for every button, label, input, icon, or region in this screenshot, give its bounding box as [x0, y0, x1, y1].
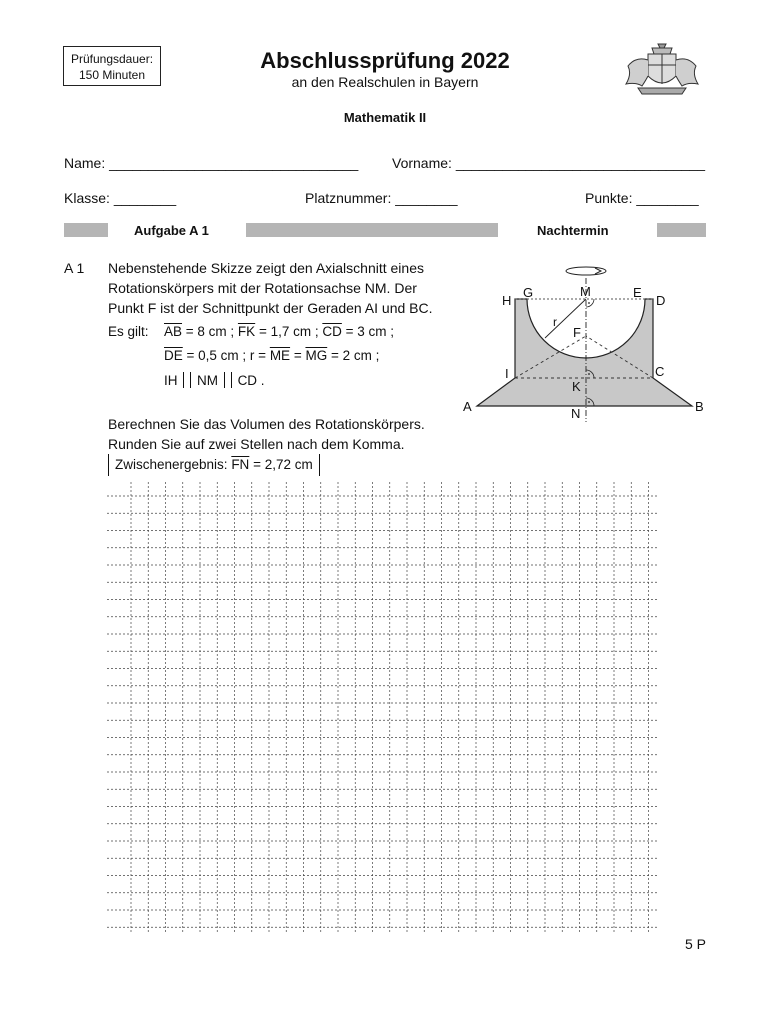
parallel-sign-icon — [224, 372, 232, 388]
hint-value: = 2,72 cm — [249, 457, 313, 472]
segment-de: $\overline{DE}$ — [164, 348, 183, 363]
angle-dot-n — [588, 401, 590, 403]
label-a: A — [463, 399, 472, 414]
parallel-nm: NM — [197, 373, 219, 388]
platz-line: ________ — [395, 190, 458, 206]
label-b: B — [695, 399, 704, 414]
page-subtitle: an den Realschulen in Bayern — [291, 74, 479, 90]
angle-dot-k — [588, 373, 590, 375]
value-ab: = 8 cm ; — [182, 324, 238, 339]
vorname-line: ________________________________ — [455, 155, 705, 171]
page-title: Abschlussprüfung 2022 — [260, 48, 510, 73]
label-f: F — [573, 325, 581, 340]
label-r: r — [553, 315, 557, 329]
coat-of-arms-icon — [618, 40, 706, 96]
name-field[interactable] — [64, 155, 358, 171]
arrowhead-icon — [595, 268, 601, 274]
platz-field[interactable] — [305, 190, 458, 206]
task-id: A 1 — [64, 260, 85, 276]
klasse-label: Klasse: — [64, 190, 110, 206]
hint-label: Zwischenergebnis: — [115, 457, 232, 472]
parallel-cd: CD . — [237, 373, 265, 388]
label-k: K — [572, 379, 581, 394]
rotation-body-shape — [477, 299, 692, 406]
term-label: Nachtermin — [537, 223, 609, 238]
name-line: ________________________________ — [109, 155, 359, 171]
equals-sign: = — [290, 348, 306, 363]
given-line-2 — [164, 348, 379, 363]
duration-value: 150 Minuten — [78, 68, 146, 82]
label-i: I — [505, 366, 509, 381]
question-line-1: Berechnen Sie das Volumen des Rotationskörpers. — [108, 416, 425, 432]
parallel-ih: IH — [164, 373, 178, 388]
punkte-label: Punkte: — [585, 190, 633, 206]
given-line-3 — [164, 372, 265, 388]
answer-grid[interactable] — [107, 482, 659, 932]
points-label: 5 P — [684, 936, 706, 952]
given-line-1 — [164, 324, 394, 339]
klasse-field[interactable] — [64, 190, 176, 206]
segment-fk: $\overline{FK}$ — [237, 324, 256, 339]
intermediate-result — [108, 454, 320, 476]
task-question — [108, 414, 425, 454]
segment-mg: $\overline{MG}$ — [305, 348, 328, 363]
vorname-label: Vorname: — [392, 155, 452, 171]
value-de: = 0,5 cm ; r = — [182, 348, 270, 363]
label-m: M — [580, 284, 591, 299]
angle-dot-m — [588, 302, 590, 304]
name-label: Name: — [64, 155, 106, 171]
given-label: Es gilt: — [108, 324, 149, 339]
segment-cd: $\overline{CD}$ — [322, 324, 342, 339]
angle-mark-m — [586, 299, 594, 307]
segment-me: $\overline{ME}$ — [269, 348, 291, 363]
punkte-field[interactable] — [585, 190, 699, 206]
task-line-3: Punkt F ist der Schnittpunkt der Geraden AI und BC. — [108, 300, 433, 316]
task-line-1: Nebenstehende Skizze zeigt den Axialschnitt eines — [108, 260, 424, 276]
label-d: D — [656, 293, 666, 308]
duration-label: Prüfungsdauer: — [70, 52, 154, 66]
label-c: C — [655, 364, 665, 379]
label-e: E — [633, 285, 642, 300]
task-intro — [108, 258, 446, 318]
question-line-2: Runden Sie auf zwei Stellen nach dem Komma. — [108, 436, 405, 452]
value-cd: = 3 cm ; — [341, 324, 394, 339]
label-h: H — [502, 293, 512, 308]
value-fk: = 1,7 cm ; — [255, 324, 323, 339]
section-bar-right — [657, 223, 706, 237]
label-n: N — [571, 406, 581, 421]
klasse-line: ________ — [113, 190, 177, 206]
parallel-sign-icon — [183, 372, 191, 388]
segment-ab: $\overline{AB}$ — [164, 324, 183, 339]
task-line-2: Rotationskörpers mit der Rotationsachse NM. Der — [108, 280, 417, 296]
task-label: Aufgabe A 1 — [134, 223, 209, 238]
punkte-line: ________ — [636, 190, 699, 206]
vorname-field[interactable] — [392, 155, 705, 171]
label-g: G — [523, 285, 534, 300]
section-bar-left — [64, 223, 108, 237]
platz-label: Platznummer: — [305, 190, 392, 206]
segment-fn: $\overline{FN}$ — [231, 457, 250, 472]
subject-title: Mathematik II — [343, 110, 427, 125]
value-mg: = 2 cm ; — [327, 348, 380, 363]
section-bar-middle — [246, 223, 498, 237]
axial-section-diagram — [455, 260, 715, 430]
